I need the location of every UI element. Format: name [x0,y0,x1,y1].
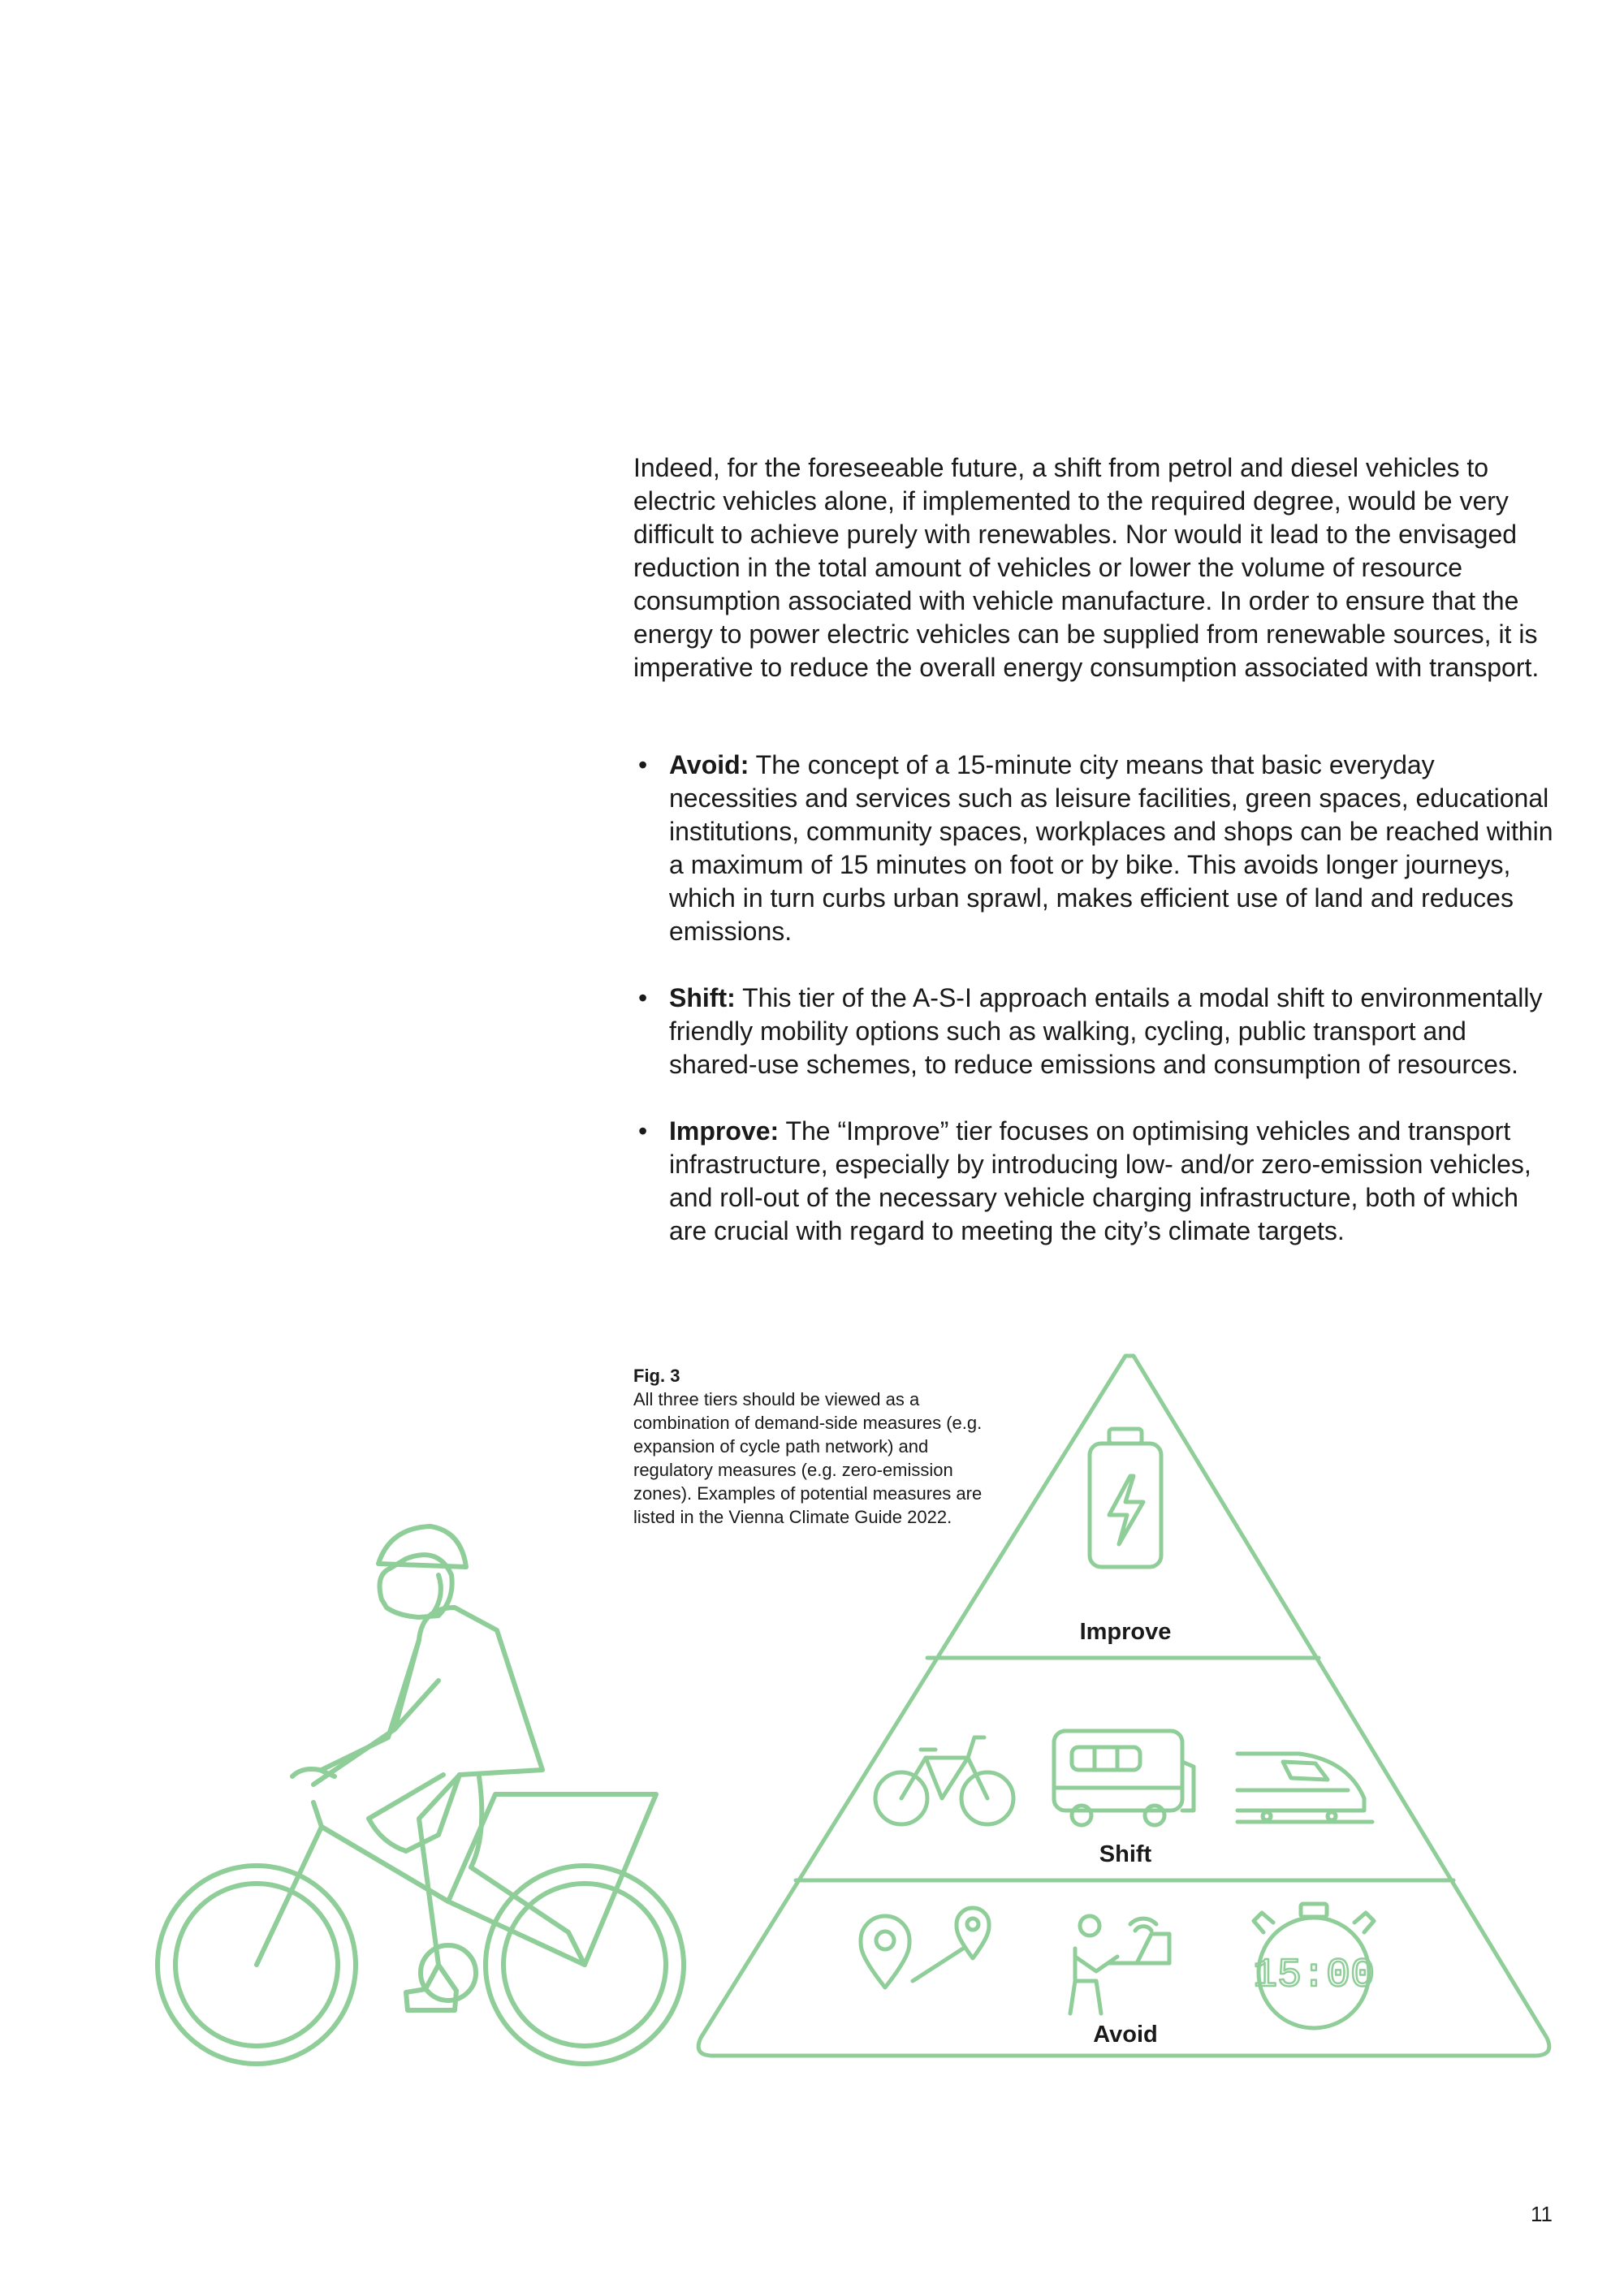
bullet-shift [633,982,1559,1081]
stopwatch-icon [1253,1904,1375,2028]
train-icon [1237,1754,1372,1822]
pyramid-outline [698,1356,1549,2056]
bus-icon [1054,1731,1194,1825]
bullet-term: Shift: [669,983,736,1012]
bullet-text: The concept of a 15-minute city means that basic everyday necessities and services such as leisure facilities, green spaces, educational institutions, community spaces, workplaces and shops can be reached within a maximum of 15 minutes on foot or by bike. This avoids longer journeys, which in turn curbs urban sprawl, makes efficient use of land and reduces emissions. [669,750,1553,946]
battery-charging-icon [1090,1429,1161,1567]
bullet-term: Avoid: [669,750,749,779]
tier-label-improve: Improve [1079,1619,1172,1645]
intro-text: Indeed, for the foreseeable future, a shift from petrol and diesel vehicles to electric vehicles alone, if implemented to the required degree, would be very difficult to achieve purely with renewables. Nor would it lead to the envisaged reduction in the total amount of vehicles or lower the volume of resource consumption associated with vehicle manufacture. In order to ensure that the energy to power electric vehicles can be supplied from renewable sources, it is imperative to reduce the overall energy consumption associated with transport. [633,453,1540,682]
page-number: 11 [1531,2202,1553,2226]
figure-label: Fig. 3 [633,1366,680,1386]
stopwatch-time: 15:00 [1252,1953,1376,1999]
asi-bullet-list [633,749,1559,1281]
bullet-improve [633,1115,1559,1248]
tier-label-avoid: Avoid [1093,2022,1158,2048]
bullet-avoid [633,749,1559,948]
intro-paragraph [633,451,1559,684]
remote-work-icon [1070,1916,1169,2013]
bullet-marker: • [638,983,648,1012]
bullet-marker: • [638,750,648,779]
bullet-marker: • [638,1116,648,1146]
figure-caption-text: All three tiers should be viewed as a combination of demand-side measures (e.g. expansion of cycle path network) and regulatory measures (e.g. zero-emission zones). Examples of potential measures are listed in the Vienna Climate Guide 2022. [633,1389,983,1527]
asi-pyramid-illustration [0,1331,1624,2103]
bullet-term: Improve: [669,1116,780,1146]
tier-label-shift: Shift [1099,1841,1152,1867]
bullet-text: This tier of the A-S-I approach entails a modal shift to environmentally friendly mobility options such as walking, cycling, public transport and shared-use schemes, to reduce emissions and consumption of resources. [669,983,1543,1079]
cyclist-illustration [158,1526,684,2064]
bicycle-icon [875,1737,1013,1824]
bullet-text: The “Improve” tier focuses on optimising vehicles and transport infrastructure, especially by introducing low- and/or zero-emission vehicles, and roll-out of the necessary vehicle charging infrastructure, both of which are crucial with regard to meeting the city’s climate targets. [669,1116,1531,1245]
route-pins-icon [861,1908,989,1987]
